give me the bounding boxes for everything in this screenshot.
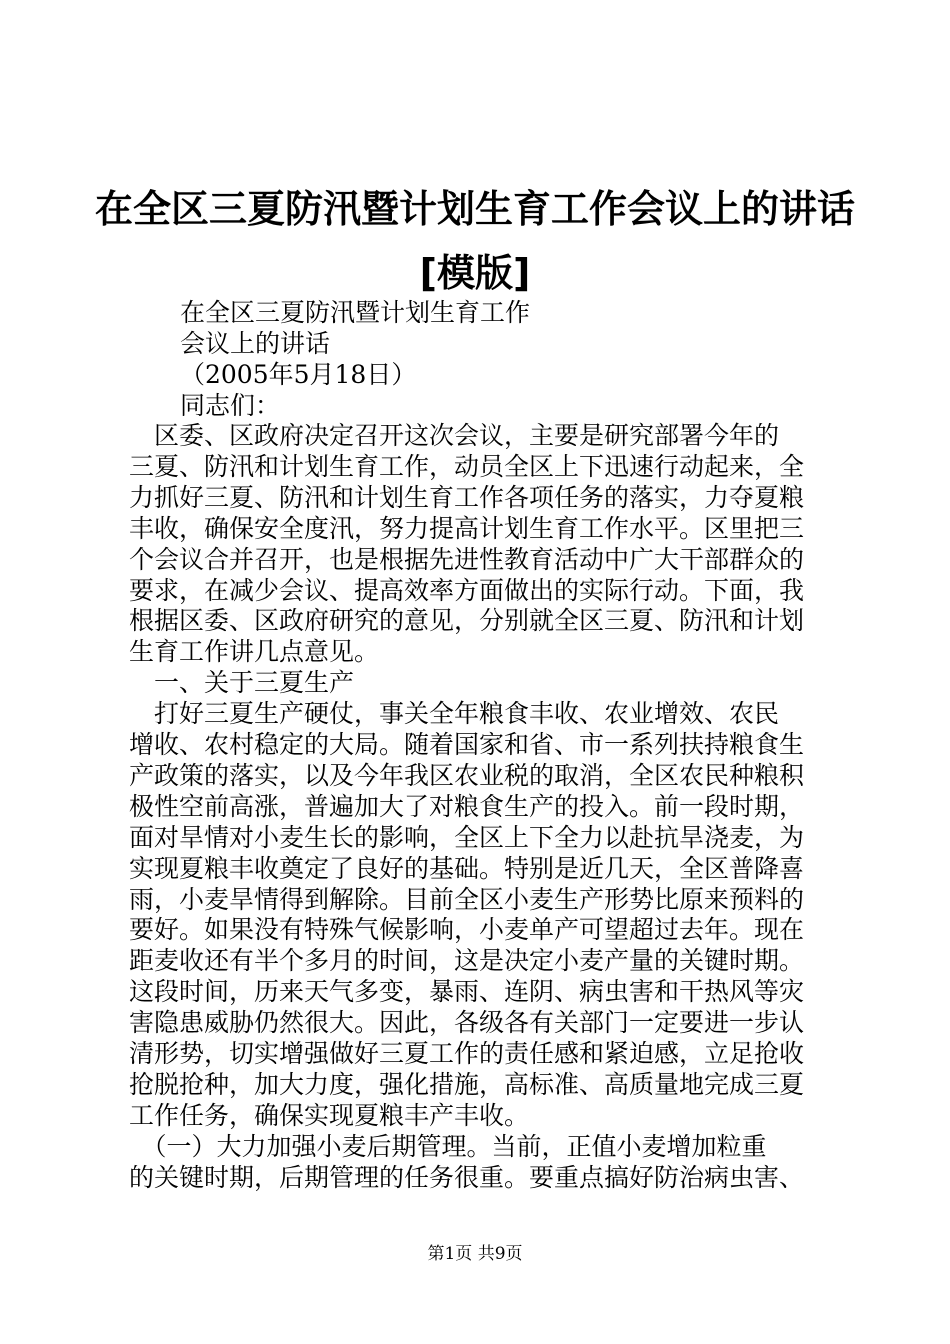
body-line: 力抓好三夏、防汛和计划生育工作各项任务的落实，力夺夏粮 xyxy=(129,483,805,512)
body-line: 实现夏粮丰收奠定了良好的基础。特别是近几天，全区普降喜 xyxy=(129,854,805,883)
page-footer: 第1页 共9页 xyxy=(427,1244,523,1264)
body-line: 生育工作讲几点意见。 xyxy=(129,637,380,666)
body-line: 区委、区政府决定召开这次会议，主要是研究部署今年的 xyxy=(129,421,780,450)
body-line: 打好三夏生产硬仗，事关全年粮食丰收、农业增效、农民 xyxy=(129,699,780,728)
body-line: 要求，在减少会议、提高效率方面做出的实际行动。下面，我 xyxy=(129,576,805,605)
body-line: 要好。如果没有特殊气候影响，小麦单产可望超过去年。现在 xyxy=(129,915,805,944)
date-line: （2005年5月18日） xyxy=(180,360,417,389)
body-line: 个会议合并召开，也是根据先进性教育活动中广大干部群众的 xyxy=(129,545,805,574)
heading-line: 会议上的讲话 xyxy=(180,329,331,358)
body-line: 抢脱抢种，加大力度，强化措施，高标准、高质量地完成三夏 xyxy=(129,1070,805,1099)
document-title-line-2: [模版] xyxy=(419,251,531,295)
body-line: 根据区委、区政府研究的意见，分别就全区三夏、防汛和计划 xyxy=(129,606,805,635)
body-line: 距麦收还有半个多月的时间，这是决定小麦产量的关键时期。 xyxy=(129,946,805,975)
body-line: （一）大力加强小麦后期管理。当前，正值小麦增加粒重 xyxy=(129,1132,767,1161)
body-line: 工作任务，确保实现夏粮丰产丰收。 xyxy=(129,1101,530,1130)
body-line: 雨，小麦旱情得到解除。目前全区小麦生产形势比原来预料的 xyxy=(129,885,805,914)
heading-line: 在全区三夏防汛暨计划生育工作 xyxy=(180,298,531,327)
body-line: 增收、农村稳定的大局。随着国家和省、市一系列扶持粮食生 xyxy=(129,730,805,759)
body-line: 产政策的落实，以及今年我区农业税的取消，全区农民种粮积 xyxy=(129,761,805,790)
body-line: 清形势，切实增强做好三夏工作的责任感和紧迫感，立足抢收 xyxy=(129,1039,805,1068)
body-line: 面对旱情对小麦生长的影响，全区上下全力以赴抗旱浇麦，为 xyxy=(129,823,805,852)
document-title-line-1: 在全区三夏防汛暨计划生育工作会议上的讲话 xyxy=(94,187,855,231)
salutation: 同志们： xyxy=(180,391,281,420)
body-line: 一、关于三夏生产 xyxy=(129,668,355,697)
body-line: 极性空前高涨，普遍加大了对粮食生产的投入。前一段时期， xyxy=(129,792,805,821)
body-line: 的关键时期，后期管理的任务很重。要重点搞好防治病虫害、 xyxy=(129,1163,805,1192)
body-line: 害隐患威胁仍然很大。因此，各级各有关部门一定要进一步认 xyxy=(129,1008,805,1037)
body-line: 这段时间，历来天气多变，暴雨、连阴、病虫害和干热风等灾 xyxy=(129,977,805,1006)
body-line: 三夏、防汛和计划生育工作，动员全区上下迅速行动起来，全 xyxy=(129,452,805,481)
body-line: 丰收，确保安全度汛，努力提高计划生育工作水平。区里把三 xyxy=(129,514,805,543)
